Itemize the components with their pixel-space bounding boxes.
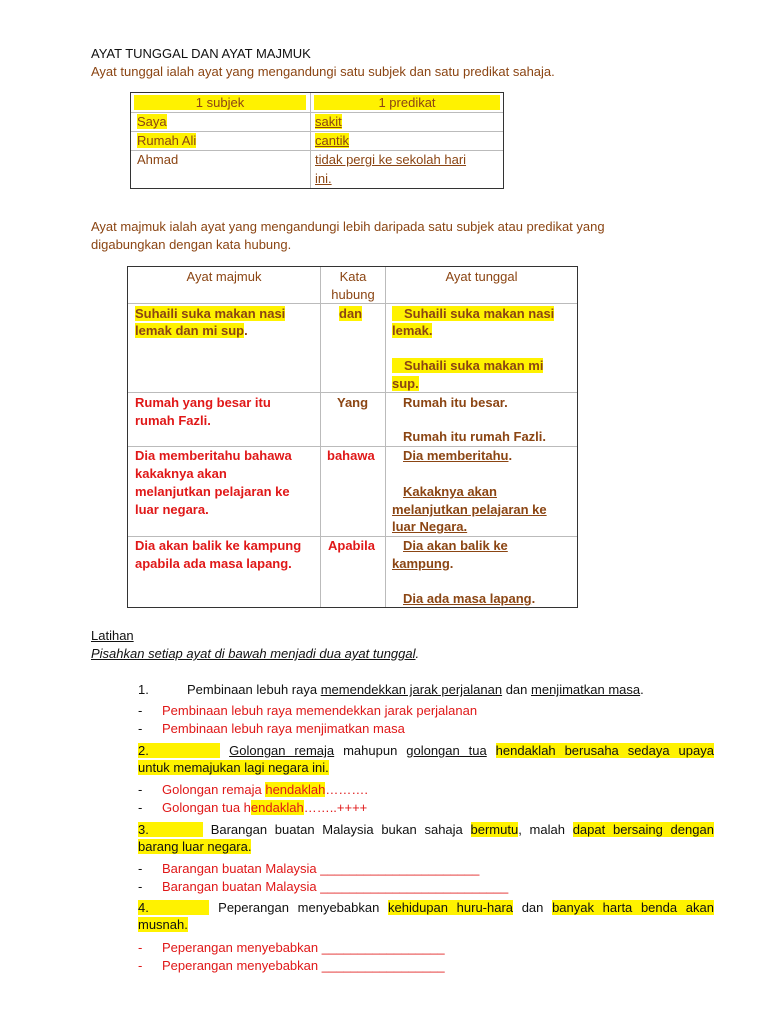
question-1-text: Pembinaan lebuh raya memendekkan jarak perjalanan dan menjimatkan masa.: [187, 682, 644, 697]
table2-majmuk-text: kakaknya akan: [135, 466, 227, 481]
table2-tunggal-punct: .: [449, 556, 454, 571]
page-title: AYAT TUNGGAL DAN AYAT MAJMUK: [91, 46, 311, 61]
table1-cell-subjek: Rumah Ali: [137, 133, 197, 148]
question-4-line1: 4. Peperangan menyebabkan kehidupan huru-hara dan banyak harta benda akan: [138, 900, 714, 915]
table2-majmuk-text: Suhaili suka makan nasi: [135, 306, 286, 321]
question-2-line2: untuk memajukan lagi negara ini.: [138, 760, 329, 775]
table2-majmuk-text: lemak dan mi sup: [135, 323, 245, 338]
table2-tunggal-text: Dia akan balik ke: [403, 538, 508, 553]
table2-tunggal-text: Dia ada masa lapang: [403, 591, 532, 606]
table1-cell-subjek: Saya: [137, 114, 167, 129]
question-1-number: 1.: [138, 682, 149, 697]
table2-hubung: bahawa: [327, 448, 375, 463]
answer-2a: Golongan remaja hendaklah……….: [162, 782, 368, 797]
answer-2b: Golongan tua hendaklah……..++++: [162, 800, 368, 815]
latihan-title: Latihan: [91, 628, 134, 643]
table2-tunggal-text: lemak.: [392, 323, 433, 338]
table1-header-subjek: 1 subjek: [134, 95, 306, 110]
table2-tunggal-text: Suhaili suka makan nasi: [392, 306, 554, 321]
table2-tunggal-text: luar Negara.: [392, 519, 468, 534]
table2-tunggal-text: sup.: [392, 376, 419, 391]
table2-majmuk-punct: .: [244, 323, 248, 338]
answer-4a: Peperangan menyebabkan _________________: [162, 940, 445, 955]
latihan-instruction-end: .: [415, 646, 420, 661]
table2-majmuk-text: Dia memberitahu bahawa: [135, 448, 292, 463]
table2-header-tunggal: Ayat tunggal: [445, 269, 518, 284]
answer-dash: -: [138, 958, 143, 973]
table2-majmuk-text: luar negara.: [135, 502, 209, 517]
answer-dash: -: [138, 861, 143, 876]
answer-dash: -: [138, 879, 143, 894]
table2-majmuk-text: melanjutkan pelajaran ke: [135, 484, 290, 499]
table2-tunggal-punct: .: [531, 591, 536, 606]
definition-ayat-tunggal: Ayat tunggal ialah ayat yang mengandungi satu subjek dan satu predikat sahaja.: [91, 64, 555, 79]
definition-ayat-majmuk-cont: digabungkan dengan kata hubung.: [91, 237, 292, 252]
table2-tunggal-text: Suhaili suka makan mi: [392, 358, 543, 373]
latihan-instruction: Pisahkan setiap ayat di bawah menjadi dua ayat tunggal: [91, 646, 416, 661]
table2-hubung: Yang: [337, 395, 369, 410]
table1-cell-predikat-cont: ini.: [315, 171, 332, 186]
table2-tunggal-text: Rumah itu rumah Fazli.: [403, 429, 547, 444]
table2-header-majmuk: Ayat majmuk: [186, 269, 262, 284]
table2-tunggal-text: Dia memberitahu: [403, 448, 509, 463]
answer-1b: Pembinaan lebuh raya menjimatkan masa: [162, 721, 405, 736]
table2-majmuk-text: rumah Fazli.: [135, 413, 211, 428]
table1-header-predikat: 1 predikat: [314, 95, 500, 110]
table2-tunggal-text: melanjutkan pelajaran ke: [392, 502, 547, 517]
table2-majmuk-text: Dia akan balik ke kampung: [135, 538, 302, 553]
definition-ayat-majmuk: Ayat majmuk ialah ayat yang mengandungi lebih daripada satu subjek atau predikat yang: [91, 219, 605, 234]
question-2-line1: 2. Golongan remaja mahupun golongan tua hendaklah berusaha sedaya upaya: [138, 743, 714, 758]
question-3-line1: 3. Barangan buatan Malaysia bukan sahaja bermutu, malah dapat bersaing dengan: [138, 822, 714, 837]
table2-tunggal-text: Kakaknya akan: [403, 484, 497, 499]
table2-tunggal-text: kampung: [392, 556, 450, 571]
answer-3a: Barangan buatan Malaysia ______________________: [162, 861, 480, 876]
answer-dash: -: [138, 782, 143, 797]
answer-3b: Barangan buatan Malaysia __________________________: [162, 879, 509, 894]
table2-hubung: Apabila: [328, 538, 375, 553]
question-4-line2: musnah.: [138, 917, 188, 932]
table2-hubung: dan: [339, 306, 363, 321]
table2-tunggal-punct: .: [508, 448, 513, 463]
question-3-line2: barang luar negara.: [138, 839, 252, 854]
answer-dash: -: [138, 703, 143, 718]
answer-1a: Pembinaan lebuh raya memendekkan jarak perjalanan: [162, 703, 478, 718]
table2-majmuk-text: Rumah yang besar itu: [135, 395, 271, 410]
table1-cell-predikat: sakit: [315, 114, 342, 129]
table1-cell-predikat: cantik: [315, 133, 349, 148]
answer-dash: -: [138, 940, 143, 955]
table1-cell-predikat: tidak pergi ke sekolah hari: [315, 152, 467, 167]
table2-header-hubung: hubung: [331, 287, 375, 302]
answer-4b: Peperangan menyebabkan _________________: [162, 958, 445, 973]
answer-dash: -: [138, 800, 143, 815]
table2-tunggal-text: Rumah itu besar.: [403, 395, 508, 410]
table1-cell-subjek: Ahmad: [137, 152, 179, 167]
table2-header-kata: Kata: [339, 269, 367, 284]
answer-dash: -: [138, 721, 143, 736]
table2-majmuk-text: apabila ada masa lapang.: [135, 556, 292, 571]
